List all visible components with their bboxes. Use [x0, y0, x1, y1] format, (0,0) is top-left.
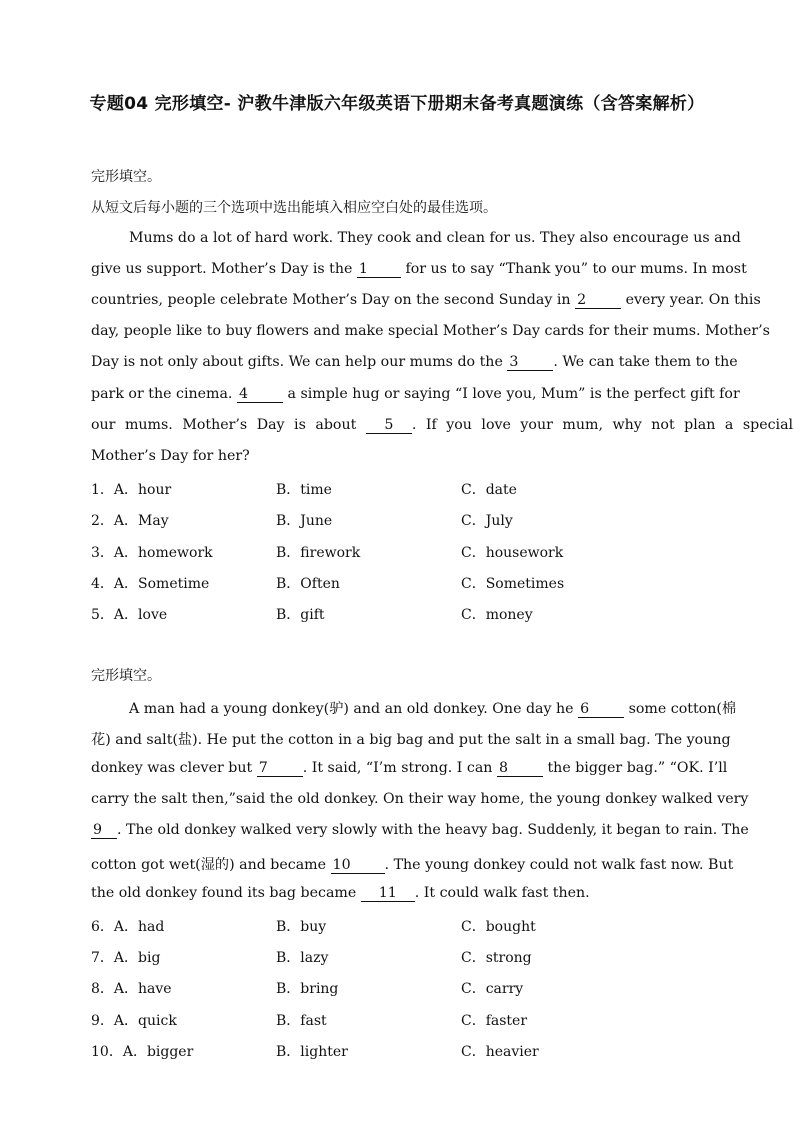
option-6c[interactable]: C．bought — [461, 919, 536, 935]
blank-2: 2 — [575, 292, 621, 309]
passage2-line-7: the old donkey found its bag became 11 . It could walk fast then. — [91, 885, 590, 901]
blank-6: 6 — [578, 701, 624, 718]
option-8b[interactable]: B．bring — [276, 981, 339, 997]
passage1-line-7: our mums. Mother’s Day is about 5 . If you love your mum, why not plan a special — [91, 417, 794, 433]
passage2-line-2: 花) and salt(盐). He put the cotton in a big bag and put the salt in a small bag. The young — [91, 732, 731, 748]
option-5b[interactable]: B．gift — [276, 607, 325, 623]
option-7a[interactable]: A．big — [113, 950, 161, 966]
passage1-line-3: countries, people celebrate Mother’s Day on the second Sunday in 2 every year. On this — [91, 292, 761, 308]
option-2a[interactable]: A．May — [113, 513, 169, 529]
option-2c[interactable]: C．July — [461, 513, 513, 529]
blank-3: 3 — [507, 354, 553, 371]
option-10b[interactable]: B．lighter — [276, 1044, 348, 1060]
blank-8: 8 — [497, 760, 543, 777]
option-7b[interactable]: B．lazy — [276, 950, 329, 966]
option-7c[interactable]: C．strong — [461, 950, 532, 966]
question-5: 5．A．love — [91, 607, 168, 623]
passage1-line-6: park or the cinema. 4 a simple hug or saying “I love you, Mum” is the perfect gift for — [91, 386, 740, 402]
option-1c[interactable]: C．date — [461, 482, 517, 498]
section1-heading: 完形填空。 — [91, 169, 161, 185]
option-3b[interactable]: B．firework — [276, 545, 361, 561]
blank-11: 11 — [361, 885, 415, 902]
question-9: 9．A．quick — [91, 1013, 177, 1029]
question-1: 1．A．hour — [91, 482, 172, 498]
option-5c[interactable]: C．money — [461, 607, 533, 623]
option-1b[interactable]: B．time — [276, 482, 332, 498]
blank-4: 4 — [237, 386, 283, 403]
question-2: 2．A．May — [91, 513, 169, 529]
passage1-line-2: give us support. Mother’s Day is the 1 for us to say “Thank you” to our mums. In most — [91, 261, 747, 277]
page-title: 专题04 完形填空- 沪教牛津版六年级英语下册期末备考真题演练（含答案解析） — [89, 94, 705, 114]
option-5a[interactable]: A．love — [113, 607, 168, 623]
option-10c[interactable]: C．heavier — [461, 1044, 539, 1060]
passage2-line-6: cotton got wet(湿的) and became 10 . The young donkey could not walk fast now. But — [91, 857, 734, 873]
question-8: 8．A．have — [91, 981, 172, 997]
section1-instruction: 从短文后每小题的三个选项中选出能填入相应空白处的最佳选项。 — [91, 200, 497, 216]
blank-1: 1 — [357, 261, 401, 278]
option-4a[interactable]: A．Sometime — [113, 576, 210, 592]
passage1-line-1: Mums do a lot of hard work. They cook and clean for us. They also encourage us and — [129, 230, 741, 246]
blank-5: 5 — [366, 417, 412, 434]
option-8a[interactable]: A．have — [113, 981, 172, 997]
section2-heading: 完形填空。 — [91, 668, 161, 684]
option-1a[interactable]: A．hour — [113, 482, 172, 498]
option-9a[interactable]: A．quick — [113, 1013, 177, 1029]
question-4: 4．A．Sometime — [91, 576, 210, 592]
passage2-line-4: carry the salt then,”said the old donkey. On their way home, the young donkey walked very — [91, 791, 749, 807]
option-10a[interactable]: A．bigger — [122, 1044, 194, 1060]
blank-9: 9 — [91, 822, 117, 839]
option-9b[interactable]: B．fast — [276, 1013, 327, 1029]
passage2-line-1: A man had a young donkey(驴) and an old donkey. One day he 6 some cotton(棉 — [129, 701, 737, 717]
option-8c[interactable]: C．carry — [461, 981, 524, 997]
option-4c[interactable]: C．Sometimes — [461, 576, 565, 592]
question-10: 10．A．bigger — [91, 1044, 194, 1060]
question-6: 6．A．had — [91, 919, 165, 935]
passage1-line-8: Mother’s Day for her? — [91, 448, 250, 464]
option-6b[interactable]: B．buy — [276, 919, 327, 935]
question-3: 3．A．homework — [91, 545, 213, 561]
blank-10: 10 — [331, 857, 385, 874]
option-2b[interactable]: B．June — [276, 513, 333, 529]
blank-7: 7 — [257, 760, 303, 777]
passage1-line-4: day, people like to buy flowers and make special Mother’s Day cards for their mums. Mother’s — [91, 323, 770, 339]
option-3c[interactable]: C．housework — [461, 545, 564, 561]
option-3a[interactable]: A．homework — [113, 545, 213, 561]
option-9c[interactable]: C．faster — [461, 1013, 528, 1029]
passage2-line-3: donkey was clever but 7 . It said, “I’m strong. I can 8 the bigger bag.” “OK. I’ll — [91, 760, 728, 776]
question-7: 7．A．big — [91, 950, 161, 966]
passage2-line-5: 9 . The old donkey walked very slowly with the heavy bag. Suddenly, it began to rain. The — [93, 822, 749, 838]
option-6a[interactable]: A．had — [113, 919, 165, 935]
passage1-line-5: Day is not only about gifts. We can help our mums do the 3 . We can take them to the — [91, 354, 738, 370]
option-4b[interactable]: B．Often — [276, 576, 340, 592]
